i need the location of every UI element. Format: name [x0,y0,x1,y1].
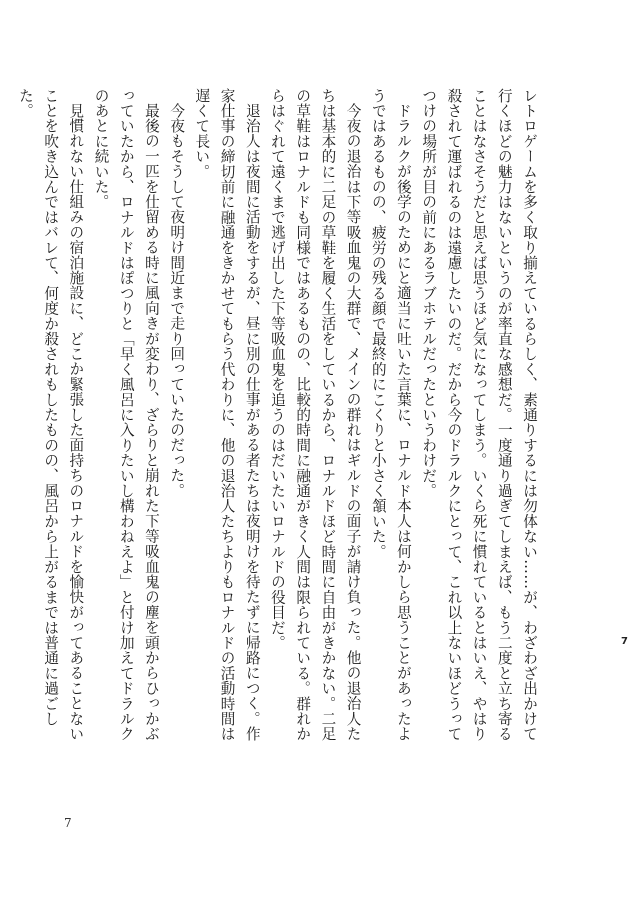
vertical-text-body [16,88,542,748]
paragraph: 見慣れない仕組みの宿泊施設に、どこか緊張した面持ちのロナルドを愉快がってあることないことを吹き込んではバレて、何度か殺されもしたものの、風呂から上がるまでは普通に過ごした。 [16,88,85,741]
paragraph: 退治人は夜間に活動をするが、昼に別の仕事がある者たちは夜明けを待たずに帰路につく。作家仕事の締切前に融通をきかせてもらう代わりに、他の退治人たちよりもロナルドの活動時間は遅くて長い。 [193,88,261,742]
paragraph: 今夜の退治は下等吸血鬼の大群で、メインの群れはギルドの面子が請け負った。他の退治人たちは基本的に二足の草鞋を履く生活をしているから、ロナルドほど時間に自由がきかない。二足の草鞋はロナルドも同様ではあるものの、比較的時間に融通がきく人間は限られている。群れからはぐれて遠くまで逃げ出した下等吸血鬼を追うのはだいたいロナルドの役目だ。 [268,88,362,742]
paragraph: 今夜もそうして夜明け間近まで走り回っていたのだった。 [168,102,186,498]
paragraph: ドラルクが後学のためにと適当に吐いた言葉に、ロナルド本人は何かしら思うことがあったようではあるものの、疲労の残る顔で最終的にこくりと小さく頷いた。 [369,88,412,741]
paragraph: レトロゲームを多く取り揃えているらしく、素通りするには勿体ない……が、わざわざ出かけて行くほどの魅力はないというのが率直な感想だ。一度通り過ぎてしまえば、もう二度と立ち寄ることはなさそうだと思えば思うほど気になってしまう。いくら死に慣れているとはいえ、やはり殺されて運ばれるのは遠慮したいのだ。だから今のドラルクにとって、これ以上ないほどうってつけの場所が目の前にあるラブホテルだったというわけだ。 [420,88,538,742]
margin-page-marker: 7 [621,636,628,647]
page-number: 7 [64,816,72,830]
paragraph: 最後の一匹を仕留める時に風向きが変わり、ざらりと崩れた下等吸血鬼の塵を頭からひっかぶっていたから、ロナルドはぽつりと「早く風呂に入りたいし構わねえよ」と付け加えてドラルクのあとに続いた。 [92,88,160,742]
